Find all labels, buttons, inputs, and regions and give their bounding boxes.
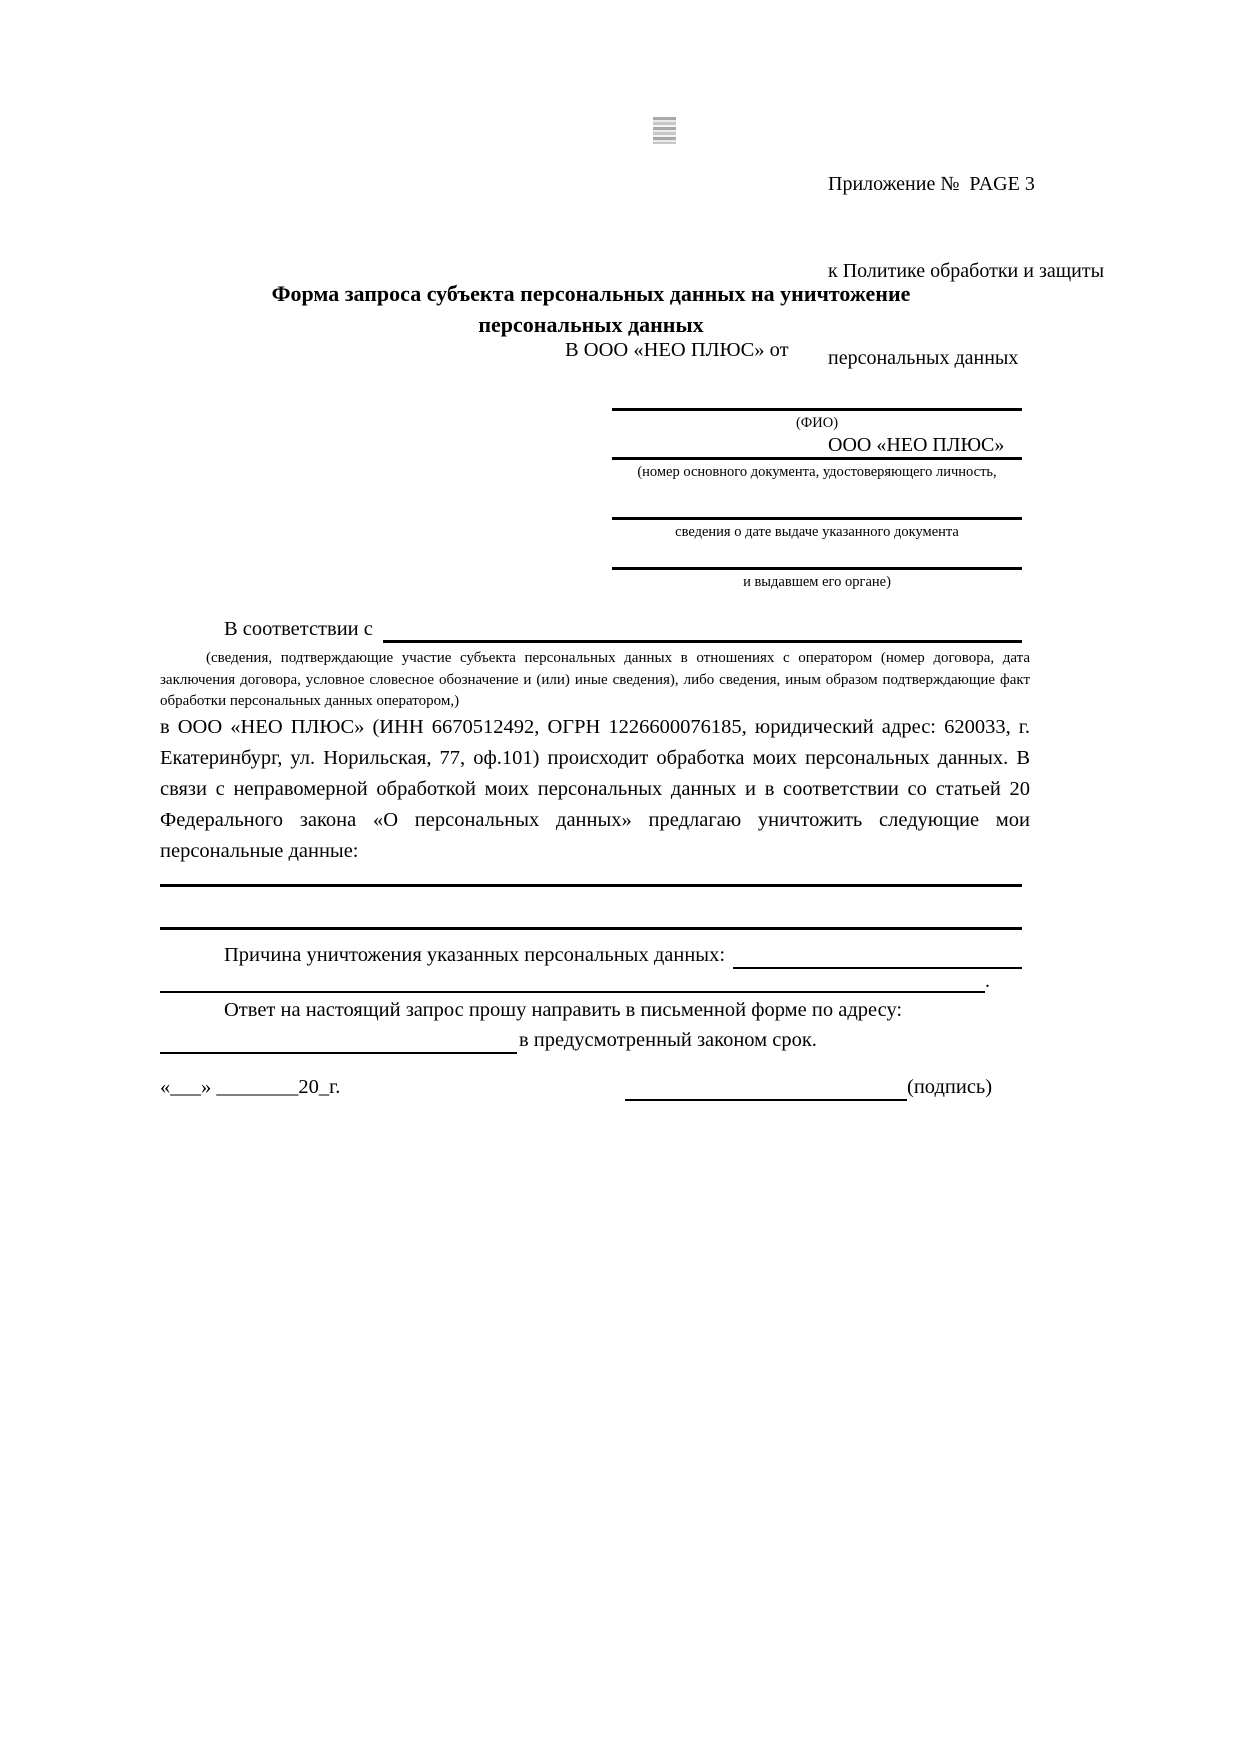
accordance-label: В соответствии с xyxy=(224,618,373,640)
response-term-text: в предусмотренный законом срок. xyxy=(519,1029,817,1051)
appendix-company-line: ООО «НЕО ПЛЮС» xyxy=(828,434,1005,456)
data-to-destroy-blank-line-2 xyxy=(160,927,1022,930)
response-address-row xyxy=(160,1026,1022,1054)
issuing-authority-caption: и выдавшем его органе) xyxy=(743,574,891,590)
document-title xyxy=(160,278,1022,340)
document-number-caption: (номер основного документа, удостоверяющего личность, xyxy=(637,464,997,480)
reason-label: Причина уничтожения указанных персональных данных: xyxy=(224,944,726,966)
issuing-authority-blank-line xyxy=(612,567,1022,570)
reason-continuation-blank-line xyxy=(160,969,985,993)
response-address-blank-line xyxy=(160,1026,517,1054)
body-paragraph: в ООО «НЕО ПЛЮС» (ИНН 6670512492, ОГРН 1226600076185, юридический адрес: 620033, г. Екатеринбург, ул. Норильская, 77, оф.101) происходит обработка моих персональных данных. В связи с неправомерной обработкой моих персональных данных и в соответствии со статьей 20 Федерального закона «О персональных данных» предлагаю уничтожить следующие мои персональные данные: xyxy=(160,716,1030,862)
data-to-destroy-blank-line-1 xyxy=(160,884,1022,887)
document-title-line-2: персональных данных xyxy=(478,312,704,337)
fio-caption: (ФИО) xyxy=(795,415,839,431)
reason-continuation-row xyxy=(160,969,990,993)
response-request-text: Ответ на настоящий запрос прошу направить в письменной форме по адресу: xyxy=(224,999,903,1021)
document-title-line-1: Форма запроса субъекта персональных данных на уничтожение xyxy=(271,281,911,306)
appendix-number-line: Приложение № PAGE 3 xyxy=(828,173,1035,195)
appendix-policy-line-2: персональных данных xyxy=(828,347,1019,369)
paragraph-indent xyxy=(160,996,224,1024)
fio-blank-line xyxy=(612,408,1022,411)
embedded-object-artifact-icon xyxy=(653,117,676,144)
signature-group xyxy=(625,1073,1022,1101)
signature-caption: (подпись) xyxy=(907,1076,993,1098)
issue-date-blank-line xyxy=(612,517,1022,520)
date-signature-row xyxy=(160,1073,1022,1103)
accordance-row xyxy=(160,615,1022,643)
paragraph-indent xyxy=(160,941,224,969)
issue-date-caption: сведения о дате выдаче указанного документа xyxy=(675,524,959,540)
fine-print-note: (сведения, подтверждающие участие субъекта персональных данных в отношениях с оператором (номер договора, дата заключения договора, условное словесное обозначение и (или) иные сведения), либо сведения, иным образом подтверждающие факт обработки персональных данных оператором,) xyxy=(160,650,1030,709)
reason-line-period: . xyxy=(984,970,990,992)
document-number-blank-line xyxy=(612,457,1022,460)
paragraph-indent xyxy=(160,615,224,643)
response-request-row xyxy=(160,996,1022,1024)
reason-blank-line xyxy=(733,941,1022,969)
reason-row xyxy=(160,941,1022,969)
signature-blank-line xyxy=(625,1073,907,1101)
date-fill-text: «___» ________20_г. xyxy=(160,1076,341,1098)
appendix-policy-line: к Политике обработки и защиты xyxy=(828,260,1105,282)
addressee-line: В ООО «НЕО ПЛЮС» от xyxy=(565,339,789,361)
accordance-blank-line xyxy=(383,615,1022,643)
